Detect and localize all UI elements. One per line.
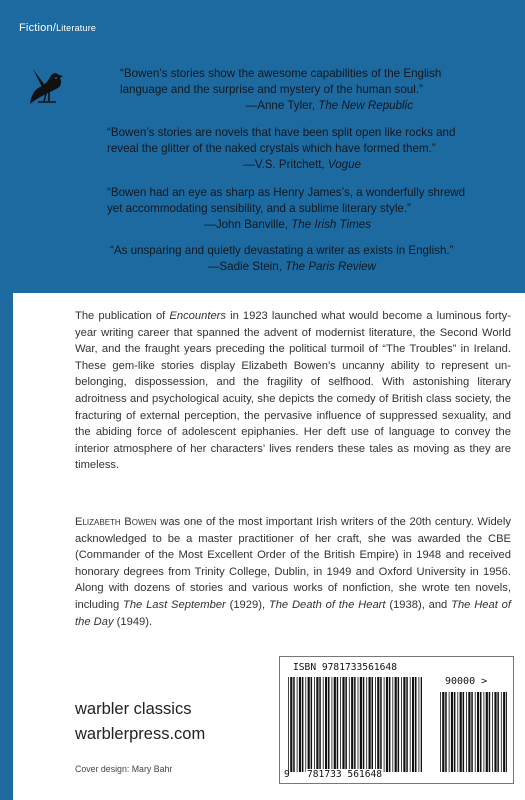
author-bio: Elizabeth Bowen was one of the most important Irish writers of the 20th century. Widely acknowledged to be a master practitioner of her craft, she was awarded the CBE (Commander of the Most Excellent Order of the British Empire) in 1948 and received honorary degrees from Trinity College, Dublin, in 1949 and Oxford University in 1956. Along with dozens of stories and various works of nonfiction, she wrote ten novels, including The Last September (1929), The Death of the Heart (1938), and The Heat of the Day (1949). [75, 516, 511, 628]
author-name: Elizabeth Bowen [75, 516, 157, 528]
warbler-bird-icon [24, 66, 66, 110]
quote-1 [120, 66, 450, 114]
isbn-lead-digit: 9 [284, 769, 290, 780]
quote-attribution: —Anne Tyler, The New Republic [245, 99, 413, 112]
cover-credit: Cover design: Mary Bahr [75, 764, 173, 774]
quote-attribution: —Sadie Stein, The Paris Review [207, 260, 376, 273]
quote-text: “As unsparing and quietly devastating a writer as exists in English.” [110, 244, 454, 257]
book-description: The publication of Encounters in 1923 launched what would become a luminous forty-year writing career that spanned the advent of modernist literature, the Second World War, and the fraught years preceding the political turmoil of “The Troubles” in Ireland. These gem-like stories display Elizabeth Bowen’s uncanny ability to represent un-belonging, dispossession, and the fragility of selfhood. With astonishing literary adroitness and psychological acuity, she depicts the comedy of British class society, the fracturing of external perception, the pervasive influence of suppressed sexuality, and the abiding force of adolescent epiphanies. Her deft use of language to convey the interior atmosphere of her characters’ lives renders these tales as moving as they are timeless. [75, 310, 511, 472]
isbn-barcode [279, 656, 514, 784]
quote-attribution: —V.S. Pritchett, Vogue [243, 158, 361, 171]
quote-2 [107, 125, 465, 173]
quote-3 [107, 185, 467, 233]
quote-attribution: —John Banville, The Irish Times [204, 218, 371, 231]
price-barcode-bars [440, 692, 507, 772]
price-code: 90000 > [445, 676, 488, 687]
spine-stripe [0, 0, 13, 800]
publisher-name: warbler classics [75, 700, 192, 718]
quote-text: “Bowen had an eye as sharp as Henry James’s, a wonderfully shrewd yet accommodating sensibility, and a sublime literary style.” [107, 186, 466, 215]
quote-text: “Bowen’s stories are novels that have been split open like rocks and reveal the glitter of the naked crystals which have formed them.” [107, 126, 456, 155]
isbn-digits: 781733 561648 [307, 769, 383, 780]
barcode-bars [288, 677, 422, 772]
category-label: Fiction/Literature [19, 22, 97, 34]
quote-4 [110, 243, 480, 275]
quote-text: “Bowen’s stories show the awesome capabilities of the English language and the surprise and mystery of the human soul.” [120, 67, 442, 96]
publisher-website[interactable]: warblerpress.com [75, 725, 206, 743]
isbn-label: ISBN 9781733561648 [293, 662, 397, 673]
